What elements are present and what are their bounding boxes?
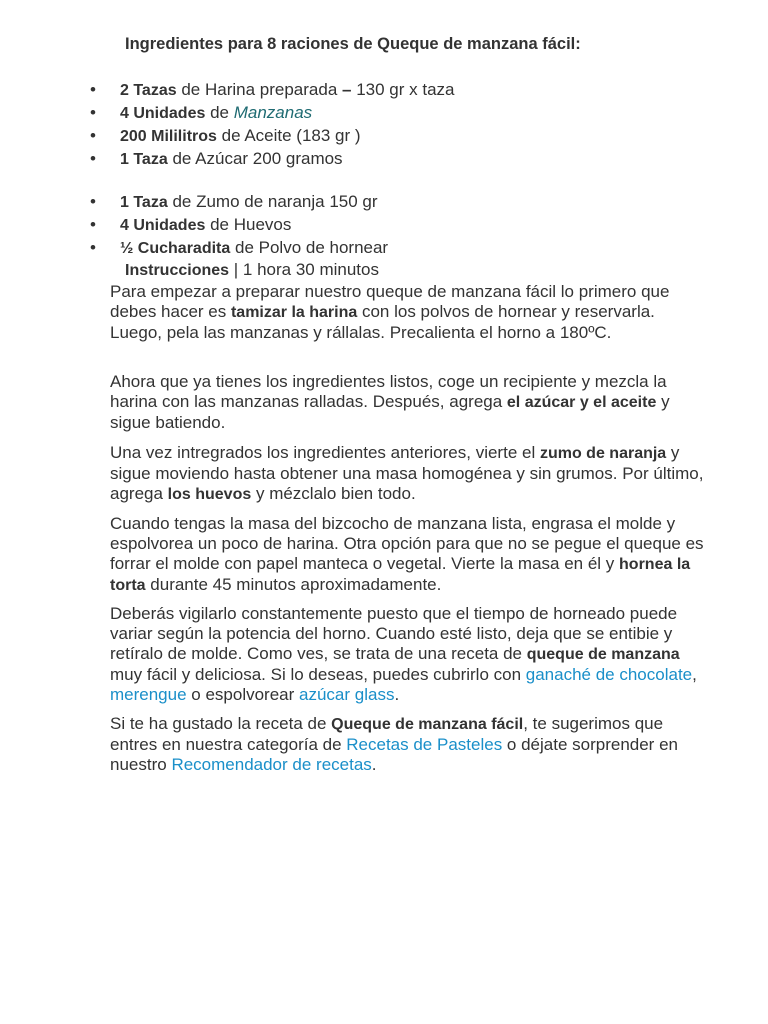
paragraph-bold: zumo de naranja [539,445,667,462]
paragraph-text: y sigue moviendo hasta obtener una masa homogénea y sin grumos. Por último, agrega [110,443,704,503]
ingredient-quantity: 2 Tazas [120,82,177,99]
paragraph-bold: tamizar la harina [230,304,358,321]
instructions-separator: | [229,260,243,279]
ingredient-text: de [205,103,234,122]
ingredient-text: de Azúcar 200 gramos [167,149,343,168]
ingredient-text: 130 gr x taza [351,80,455,99]
ingredient-highlight: Manzanas [233,103,313,122]
cooking-time: 1 hora 30 minutos [242,260,379,279]
paragraph-text: Ahora que ya tienes los ingredientes listos, coge un recipiente y mezcla la harina con las manzanas ralladas. Después, agrega [110,372,667,411]
paragraph-text: Una vez intregrados los ingredientes anteriores, vierte el [110,443,540,462]
ingredient-quantity: 200 Mililitros [120,128,217,145]
ingredient-quantity: 1 Taza [120,194,168,211]
paragraph-text: Cuando tengas la masa del bizcocho de manzana lista, engrasa el molde y espolvorea un poco de harina. Otra opción para que no se pegue el queque es forrar el molde con papel manteca o vegetal. Vierte la masa en él y [110,514,704,573]
paragraph-bold: los huevos [167,486,252,503]
bullet-icon: • [90,80,96,99]
paragraph-text: y mézclalo bien todo. [251,484,416,503]
paragraph-text: con los polvos de hornear y reservarla. Luego, pela las manzanas y rállalas. Precalienta el horno a 180ºC. [110,302,655,342]
paragraph-bold: hornea la torta [110,556,691,594]
recomendador-recetas-link[interactable]: Recomendador de recetas [171,755,372,774]
paragraph-text: durante 45 minutos aproximadamente. [145,575,442,594]
bullet-icon: • [90,126,96,145]
bullet-icon: • [90,238,96,257]
paragraph-bold: el azúcar y el aceite [506,394,657,411]
paragraph-text: o espolvorear [186,685,300,704]
ingredient-text: de Aceite (183 gr ) [216,126,361,145]
bullet-icon: • [90,103,96,122]
ingredient-item [90,80,455,101]
instruction-paragraph-3 [110,443,710,505]
paragraph-text: . [394,685,400,704]
ingredient-item [90,149,343,170]
instruction-paragraph-6 [110,714,710,775]
instructions-heading [125,260,379,281]
instruction-paragraph-5 [110,604,710,705]
ingredient-item [90,215,291,236]
bullet-icon: • [90,215,96,234]
ingredient-text: de Harina preparada [176,80,343,99]
ingredients-title: Ingredientes para 8 raciones de Queque de manzana fácil: [125,35,581,53]
bullet-icon: • [90,149,96,168]
paragraph-bold: queque de manzana [526,646,680,663]
paragraph-text: Deberás vigilarlo constantemente puesto que el tiempo de horneado puede variar según la potencia del horno. Cuando esté listo, deja que se entibie y retíralo de molde. Como ves, se trata de una receta de [110,604,678,663]
ingredient-text: de Huevos [205,215,292,234]
ingredient-quantity: 4 Unidades [120,105,206,122]
ganache-chocolate-link[interactable]: ganaché de chocolate [525,665,693,684]
ingredient-quantity: 4 Unidades [120,217,206,234]
bullet-icon: • [90,192,96,211]
paragraph-text: , [692,665,697,684]
ingredient-dash: – [342,80,352,99]
paragraph-text: y sigue batiendo. [110,392,670,432]
ingredient-quantity: ½ Cucharadita [120,240,231,257]
paragraph-text: , te sugerimos que entres en nuestra categoría de [110,714,664,754]
paragraph-bold: Queque de manzana fácil [331,716,524,733]
paragraph-text: o déjate sorprender en nuestro [110,735,678,774]
ingredient-text: de Polvo de hornear [230,238,389,257]
paragraph-text: . [371,755,377,774]
ingredient-item [90,238,388,259]
instructions-label: Instrucciones [125,262,230,279]
azucar-glass-link[interactable]: azúcar glass [299,685,395,704]
ingredient-item [90,192,378,213]
ingredient-item [90,103,312,124]
recetas-pasteles-link[interactable]: Recetas de Pasteles [346,735,503,754]
instruction-paragraph-1 [110,282,710,343]
merengue-link[interactable]: merengue [110,685,187,704]
instruction-paragraph-4 [110,514,710,596]
ingredient-item [90,126,361,147]
ingredient-quantity: 1 Taza [120,151,168,168]
paragraph-text: muy fácil y deliciosa. Si lo deseas, puedes cubrirlo con [110,665,526,684]
instruction-paragraph-2 [110,372,710,433]
paragraph-text: Para empezar a preparar nuestro queque de manzana fácil lo primero que debes hacer es [110,282,670,321]
ingredient-text: de Zumo de naranja 150 gr [167,192,378,211]
paragraph-text: Si te ha gustado la receta de [110,714,332,733]
